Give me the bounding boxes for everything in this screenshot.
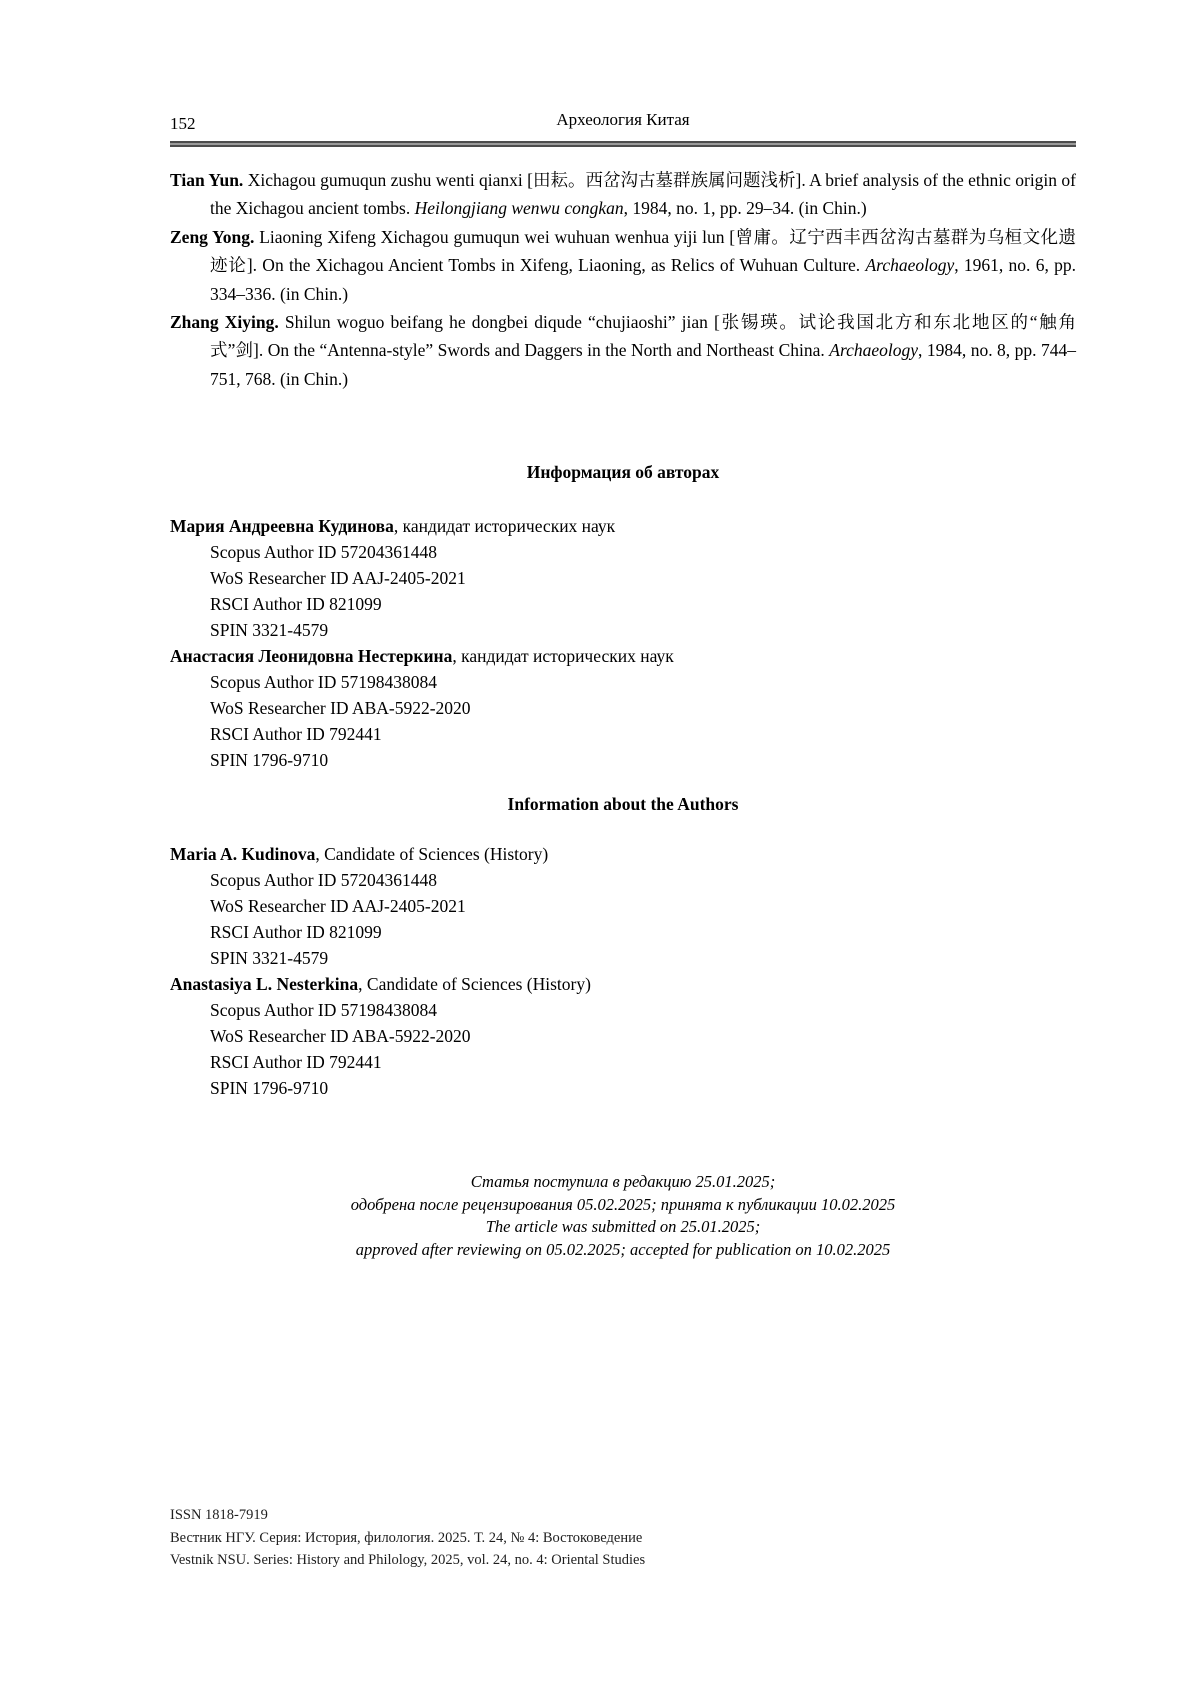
footer-journal-ru: Вестник НГУ. Серия: История, филология. 2025. Т. 24, № 4: Востоковедение [170, 1529, 643, 1546]
author-id-line: RSCI Author ID 821099 [210, 922, 382, 943]
footer-issn: ISSN 1818-7919 [170, 1507, 268, 1524]
author-name-line [170, 513, 1076, 539]
author-id-line: Scopus Author ID 57198438084 [210, 1000, 438, 1021]
author-id-line: Scopus Author ID 57204361448 [210, 542, 438, 563]
author-name: Анастасия Леонидовна Нестеркина [170, 646, 453, 667]
footer-journal-en: Vestnik NSU. Series: History and Philology, 2025, vol. 24, no. 4: Oriental Studies [170, 1552, 646, 1569]
author-name: Anastasiya L. Nesterkina [170, 974, 359, 995]
author-name: Maria A. Kudinova [170, 844, 316, 865]
header-rule [170, 141, 1076, 147]
author-name: Мария Андреевна Кудинова [170, 516, 394, 537]
page-content [170, 0, 1076, 1572]
page-number: 152 [170, 114, 196, 133]
author-id-line: Scopus Author ID 57204361448 [210, 870, 438, 891]
author-id-line: SPIN 3321-4579 [210, 948, 329, 969]
submission-dates [170, 1171, 1076, 1261]
author-id-line: WoS Researcher ID ABA-5922-2020 [210, 698, 471, 719]
submission-line-en-1: The article was submitted on 25.01.2025; [485, 1217, 761, 1237]
author-id-line: WoS Researcher ID ABA-5922-2020 [210, 1026, 471, 1047]
reference-tail: , 1984, no. 8, pp. 744–751, 768. (in Chin.) [210, 340, 1076, 389]
author-name-line [170, 841, 1076, 867]
author-id-line: SPIN 3321-4579 [210, 620, 329, 641]
submission-line-ru-2: одобрена после рецензирования 05.02.2025; принята к публикации 10.02.2025 [350, 1194, 896, 1214]
submission-line-en-2: approved after reviewing on 05.02.2025; accepted for publication on 10.02.2025 [355, 1239, 891, 1259]
author-degree: , Candidate of Sciences (History) [315, 844, 549, 865]
author-id-line: Scopus Author ID 57198438084 [210, 672, 438, 693]
authors-info-en [170, 841, 1076, 1101]
running-head-title: Археология Китая [556, 110, 690, 129]
author-name-line [170, 643, 1076, 669]
submission-line-ru-1: Статья поступила в редакцию 25.01.2025; [470, 1172, 776, 1192]
author-id-line: SPIN 1796-9710 [210, 1078, 329, 1099]
reference-author: Zeng Yong. [170, 226, 255, 247]
reference-journal: Heilongjiang wenwu congkan [414, 198, 624, 219]
reference-journal: Archaeology [829, 340, 919, 361]
reference-text: Xichagou gumuqun zushu wenti qianxi [田耘。西岔沟古墓群族属问题浅析]. A brief analysis of the ethnic origin of the Xichagou ancient tombs. [210, 170, 1076, 219]
author-id-line: WoS Researcher ID AAJ-2405-2021 [210, 568, 466, 589]
references-list [170, 166, 1076, 393]
page-footer [170, 1504, 1076, 1572]
author-id-line: RSCI Author ID 792441 [210, 1052, 382, 1073]
authors-info-heading-en: Information about the Authors [507, 794, 739, 815]
author-id-line: WoS Researcher ID AAJ-2405-2021 [210, 896, 466, 917]
reference-text: Shilun woguo beifang he dongbei diqude “chujiaoshi” jian [张锡瑛。试论我国北方和东北地区的“触角式”剑]. On the “Antenna-style” Swords and Daggers in the North and Northeast China. [210, 312, 1076, 361]
reference-text: Liaoning Xifeng Xichagou gumuqun wei wuhuan wenhua yiji lun [曾庸。辽宁西丰西岔沟古墓群为乌桓文化遗迹论]. On the Xichagou Ancient Tombs in Xifeng, Liaoning, as Relics of Wuhuan Culture. [210, 226, 1076, 276]
author-degree: , Candidate of Sciences (History) [358, 974, 591, 995]
authors-info-ru [170, 513, 1076, 773]
reference-entry [170, 166, 1076, 223]
reference-author: Zhang Xiying. [170, 312, 279, 333]
author-degree: , кандидат исторических наук [393, 516, 616, 537]
authors-info-heading-ru: Информация об авторах [526, 462, 720, 483]
author-id-line: RSCI Author ID 821099 [210, 594, 382, 615]
reference-tail: , 1984, no. 1, pp. 29–34. (in Chin.) [623, 198, 867, 219]
author-name-line [170, 971, 1076, 997]
author-id-line: SPIN 1796-9710 [210, 750, 329, 771]
author-id-line: RSCI Author ID 792441 [210, 724, 382, 745]
reference-journal: Archaeology [865, 255, 955, 276]
reference-tail: , 1961, no. 6, pp. 334–336. (in Chin.) [210, 255, 1076, 304]
reference-entry [170, 308, 1076, 393]
reference-entry [170, 223, 1076, 308]
author-degree: , кандидат исторических наук [452, 646, 674, 667]
running-header [170, 0, 1076, 134]
reference-author: Tian Yun. [170, 170, 244, 190]
